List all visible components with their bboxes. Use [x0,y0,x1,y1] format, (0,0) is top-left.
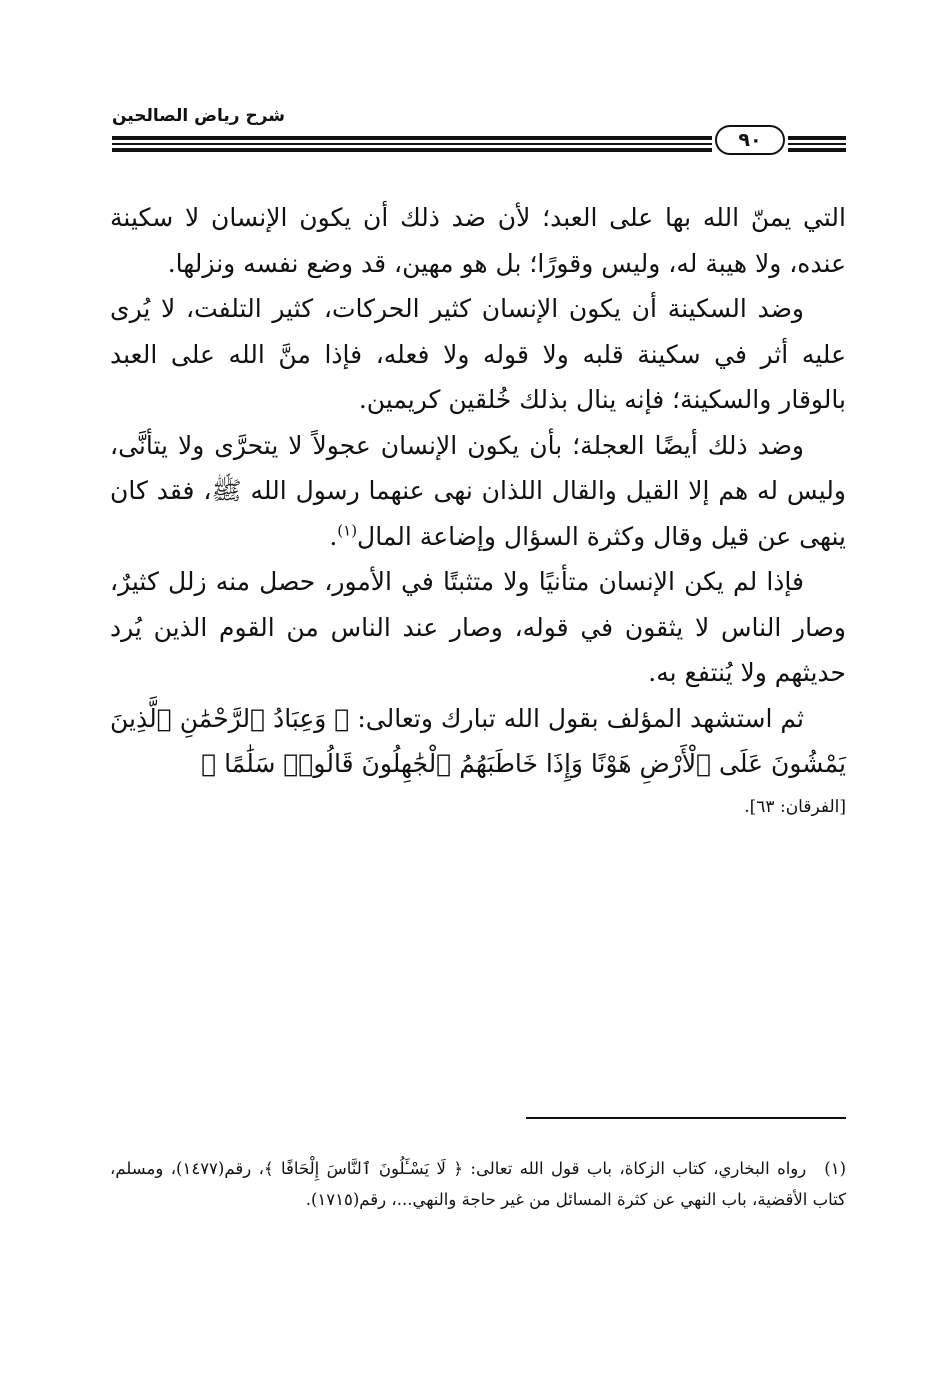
paragraph: وضد السكينة أن يكون الإنسان كثير الحركات، كثير التلفت، لا يُرى عليه أثر في سكينة قلبه ولا قوله ولا فعله، فإذا منَّ الله على العبد بالوقار والسكينة؛ فإنه ينال بذلك خُلقين كريمين. [110,294,846,414]
footnote-number: (١) [824,1159,846,1178]
page-header [112,100,846,160]
paragraph-text: وضد ذلك أيضًا العجلة؛ بأن يكون الإنسان عجولاً لا يتحرَّى ولا يتأنَّى، وليس له هم إلا القيل والقال اللذان نهى عنهما رسول الله ﷺ، فقد كان ينهى عن قيل وقال وكثرة السؤال وإضاعة المال [110,430,846,551]
book-title: شرح رياض الصالحين [112,106,286,126]
paragraph: ثم استشهد المؤلف بقول الله تبارك وتعالى: ﴿ وَعِبَادُ ٱلرَّحْمَٰنِ ٱلَّذِينَ يَمْشُونَ عَلَى ٱلْأَرْضِ هَوْنًا وَإِذَا خَاطَبَهُمُ ٱلْجَٰهِلُونَ قَالُوا۟ سَلَٰمًا ﴾ [110,703,846,778]
header-rule [112,136,712,140]
footnote-divider [526,1117,846,1119]
header-rule [112,143,712,145]
paragraph: التي يمنّ الله بها على العبد؛ لأن ضد ذلك أن يكون الإنسان لا سكينة عنده، ولا هيبة له، وليس وقورًا؛ بل هو مهين، قد وضع نفسه ونزلها. [110,203,846,278]
paragraph: فإذا لم يكن الإنسان متأنيًا ولا متثبتًا في الأمور، حصل منه زلل كثيرٌ، وصار الناس لا يثقون في قوله، وصار عند الناس من القوم الذين يُرد حديثهم ولا يُنتفع به. [110,567,846,687]
header-rule [112,148,712,152]
body-text [110,195,846,827]
header-rule [788,143,846,145]
footnote-marker[interactable]: (١) [337,521,358,540]
footnote-text: رواه البخاري، كتاب الزكاة، باب قول الله تعالى: ﴿ لَا يَسْـَٔلُونَ ٱلنَّاسَ إِلْحَافًا ﴾، رقم(١٤٧٧)، ومسلم، كتاب الأقضية، باب النهي عن كثرة المسائل من غير حاجة والنهي...، رقم(١٧١٥). [110,1159,846,1209]
header-rule [788,136,846,140]
paragraph [110,423,846,560]
header-rule [788,148,846,152]
paragraph-end: . [329,521,338,551]
footnote [110,1153,846,1215]
page-number: ٩٠ [715,125,785,155]
quran-citation: [الفرقان: ٦٣]. [744,796,846,817]
